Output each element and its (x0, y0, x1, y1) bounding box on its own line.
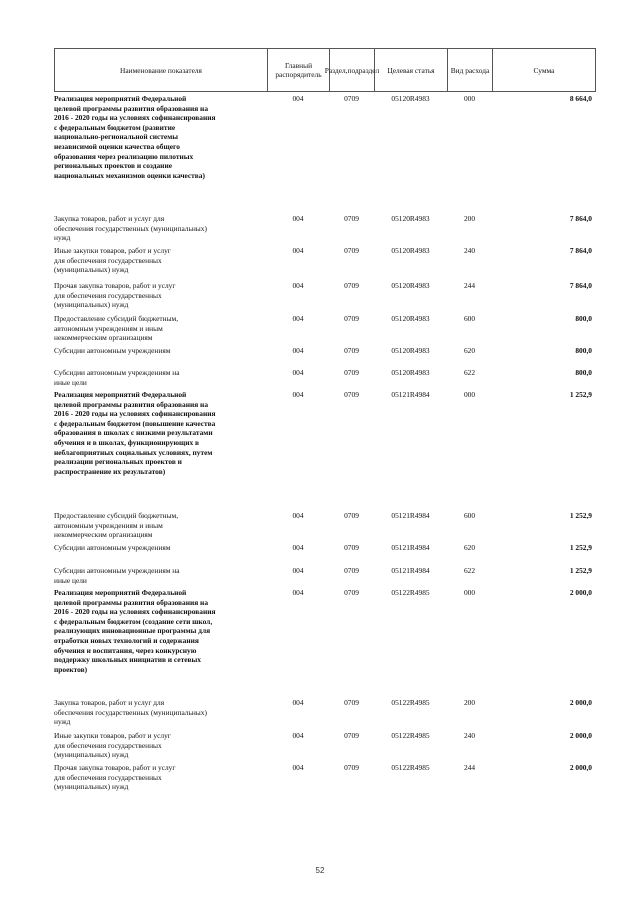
row-target-item: 05120R4983 (391, 368, 430, 377)
row-sum: 1 252,9 (569, 543, 592, 552)
row-section: 0709 (344, 543, 359, 552)
row-section: 0709 (344, 698, 359, 707)
row-expense-type: 000 (463, 588, 476, 597)
row-sum: 2 000,0 (569, 731, 592, 740)
row-section: 0709 (344, 511, 359, 520)
row-main-manager: 004 (292, 281, 304, 290)
row-sum: 1 252,9 (569, 390, 592, 399)
row-sum: 800,0 (575, 314, 592, 323)
row-name: Субсидии автономным учреждениям (54, 346, 171, 355)
row-main-manager: 004 (292, 566, 304, 575)
row-name: Иные закупки товаров, работ и услуг для обеспечения государственных (муниципальных) нужд (54, 731, 171, 760)
header-sum: Сумма (533, 65, 555, 75)
row-main-manager: 004 (292, 511, 304, 520)
row-section: 0709 (344, 390, 359, 399)
row-name: Прочая закупка товаров, работ и услуг для обеспечения государственных (муниципальных) нужд (54, 281, 176, 310)
row-target-item: 05120R4983 (391, 314, 430, 323)
row-section: 0709 (344, 314, 359, 323)
row-target-item: 05121R4984 (391, 390, 430, 399)
row-sum: 2 000,0 (569, 763, 592, 772)
row-section: 0709 (344, 281, 359, 290)
row-sum: 7 864,0 (569, 246, 592, 255)
header-expense-type: Вид расхода (448, 49, 493, 91)
row-sum: 2 000,0 (569, 588, 592, 597)
row-sum: 2 000,0 (569, 698, 592, 707)
row-main-manager: 004 (292, 368, 304, 377)
row-name: Реализация мероприятий Федеральной целевой программы развития образования на 2016 - 2020 годы на условиях софинансирования с федеральным бюджетом (повышение качества образования в школах с низкими результатами обучения и в школах, функционирующих в неблагоприятных социальных условиях, путем реализации региональных проектов и распространение их результатов) (54, 390, 216, 476)
row-target-item: 05122R4985 (391, 698, 430, 707)
row-main-manager: 004 (292, 314, 304, 323)
row-main-manager: 004 (292, 588, 304, 597)
row-main-manager: 004 (292, 246, 304, 255)
row-main-manager: 004 (292, 214, 304, 223)
row-name: Предоставление субсидий бюджетным, автономным учреждениям и иным некоммерческим организациям (54, 511, 179, 540)
row-name: Предоставление субсидий бюджетным, автономным учреждениям и иным некоммерческим организациям (54, 314, 179, 343)
row-expense-type: 200 (463, 698, 476, 707)
row-expense-type: 200 (463, 214, 476, 223)
row-main-manager: 004 (292, 346, 304, 355)
row-target-item: 05122R4985 (391, 588, 430, 597)
row-expense-type: 620 (463, 346, 476, 355)
row-section: 0709 (344, 731, 359, 740)
row-section: 0709 (344, 368, 359, 377)
row-target-item: 05121R4984 (391, 566, 430, 575)
page-number: 52 (315, 866, 325, 875)
row-expense-type: 000 (463, 94, 476, 103)
row-expense-type: 000 (463, 390, 476, 399)
header-target-item: Целевая статья (375, 49, 448, 91)
row-name: Реализация мероприятий Федеральной целевой программы развития образования на 2016 - 2020 годы на условиях софинансирования с федеральным бюджетом (создание сети школ, реализующих инновационные программы для отработки новых технологий и содержания обучения и воспитания, через конкурсную поддержку школьных инициатив и сетевых проектов) (54, 588, 216, 674)
row-section: 0709 (344, 94, 359, 103)
row-expense-type: 600 (463, 511, 476, 520)
row-name: Закупка товаров, работ и услуг для обеспечения государственных (муниципальных) нужд (54, 698, 207, 727)
row-target-item: 05121R4984 (391, 543, 430, 552)
row-expense-type: 240 (463, 731, 476, 740)
row-name: Реализация мероприятий Федеральной целевой программы развития образования на 2016 - 2020 годы на условиях софинансирования с федеральным бюджетом (развитие национально-региональной системы независимой оценки качества общего образования через реализацию пилотных региональных проектов и создание национальных механизмов оценки качества) (54, 94, 216, 180)
row-sum: 1 252,9 (569, 511, 592, 520)
row-section: 0709 (344, 763, 359, 772)
row-main-manager: 004 (292, 731, 304, 740)
row-target-item: 05121R4984 (391, 511, 430, 520)
row-target-item: 05120R4983 (391, 281, 430, 290)
row-target-item: 05122R4985 (391, 763, 430, 772)
row-sum: 8 664,0 (569, 94, 592, 103)
row-name: Закупка товаров, работ и услуг для обеспечения государственных (муниципальных) нужд (54, 214, 207, 243)
row-section: 0709 (344, 346, 359, 355)
header-section: Раздел,подраздел (330, 49, 375, 91)
row-sum: 800,0 (575, 346, 592, 355)
row-expense-type: 244 (463, 281, 476, 290)
row-main-manager: 004 (292, 543, 304, 552)
row-sum: 800,0 (575, 368, 592, 377)
row-expense-type: 620 (463, 543, 476, 552)
row-expense-type: 240 (463, 246, 476, 255)
row-main-manager: 004 (292, 94, 304, 103)
row-expense-type: 622 (463, 566, 476, 575)
row-section: 0709 (344, 588, 359, 597)
row-target-item: 05122R4985 (391, 731, 430, 740)
row-name: Прочая закупка товаров, работ и услуг для обеспечения государственных (муниципальных) нужд (54, 763, 176, 792)
row-section: 0709 (344, 246, 359, 255)
row-sum: 1 252,9 (569, 566, 592, 575)
table-header (54, 48, 596, 92)
row-name: Субсидии автономным учреждениям на иные цели (54, 566, 180, 585)
row-section: 0709 (344, 566, 359, 575)
header-name: Наименование показателя (55, 49, 268, 91)
row-sum: 7 864,0 (569, 281, 592, 290)
header-main-manager: Главный распорядитель (268, 49, 330, 91)
row-main-manager: 004 (292, 698, 304, 707)
row-target-item: 05120R4983 (391, 246, 430, 255)
row-target-item: 05120R4983 (391, 94, 430, 103)
row-name: Субсидии автономным учреждениям (54, 543, 171, 552)
row-main-manager: 004 (292, 763, 304, 772)
row-target-item: 05120R4983 (391, 346, 430, 355)
row-name: Иные закупки товаров, работ и услуг для обеспечения государственных (муниципальных) нужд (54, 246, 171, 275)
row-section: 0709 (344, 214, 359, 223)
row-expense-type: 600 (463, 314, 476, 323)
row-main-manager: 004 (292, 390, 304, 399)
row-target-item: 05120R4983 (391, 214, 430, 223)
row-expense-type: 244 (463, 763, 476, 772)
row-name: Субсидии автономным учреждениям на иные цели (54, 368, 180, 387)
row-sum: 7 864,0 (569, 214, 592, 223)
row-expense-type: 622 (463, 368, 476, 377)
